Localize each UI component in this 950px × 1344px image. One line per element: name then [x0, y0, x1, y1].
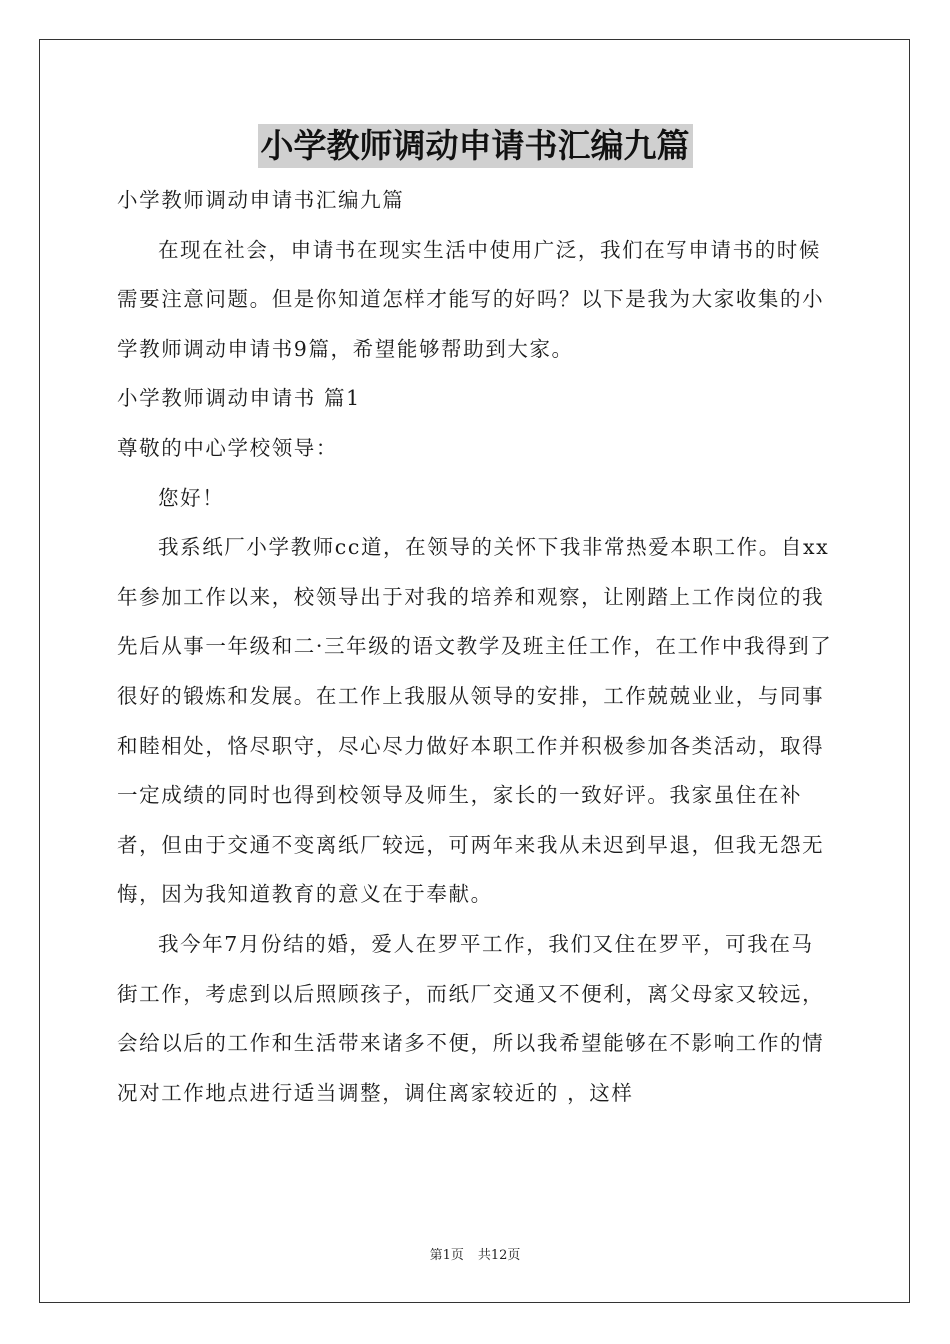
page-total: 共12页 [477, 1248, 521, 1263]
document-title: 小学教师调动申请书汇编九篇 [258, 124, 693, 168]
paragraph-body-1: 我系纸厂小学教师cc道，在领导的关怀下我非常热爱本职工作。自xx年参加工作以来，校领导出于对我的培养和观察，让刚踏上工作岗位的我先后从事一年级和二·三年级的语文教学及班主任工作，在工作中我得到了很好的锻炼和发展。在工作上我服从领导的安排，工作兢兢业业，与同事和睦相处，恪尽职守，尽心尽力做好本职工作并积极参加各类活动，取得一定成绩的同时也得到校领导及师生，家长的一致好评。我家虽住在补者，但由于交通不变离纸厂较远，可两年来我从未迟到早退，但我无怨无悔，因为我知道教育的意义在于奉献。 [117, 535, 833, 907]
document-body [117, 176, 835, 1118]
paragraph-salutation: 尊敬的中心学校领导： [117, 435, 338, 460]
paragraph-body-2: 我今年7月份结的婚，爱人在罗平工作，我们又住在罗平，可我在马街工作，考虑到以后照顾孩子，而纸厂交通又不便利，离父母家又较远，会给以后的工作和生活带来诸多不便，所以我希望能够在不影响工作的情况对工作地点进行适当调整，调住离家较近的 ，这样 [117, 931, 825, 1105]
page-footer [0, 1247, 950, 1265]
page-number: 第1页 [429, 1248, 464, 1263]
paragraph-section-title: 小学教师调动申请书 篇1 [117, 386, 361, 411]
paragraph-intro: 在现在社会，申请书在现实生活中使用广泛，我们在写申请书的时候需要注意问题。但是你知道怎样才能写的好吗？以下是我为大家收集的小学教师调动申请书9篇，希望能够帮助到大家。 [117, 237, 825, 361]
title-area [0, 124, 950, 168]
paragraph-greeting: 您好！ [158, 485, 225, 510]
paragraph-heading: 小学教师调动申请书汇编九篇 [117, 188, 405, 212]
